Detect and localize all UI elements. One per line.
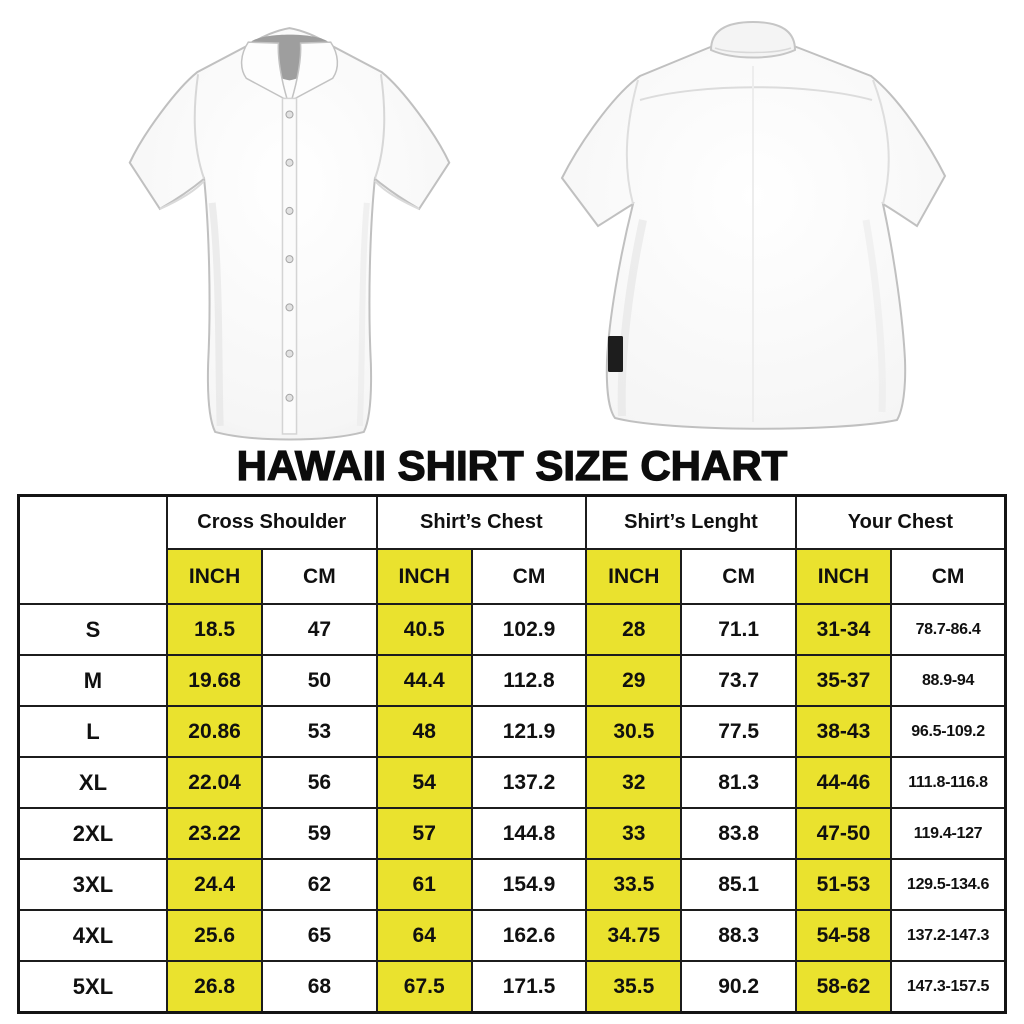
cell-your-chest-inch: 54-58 [796,910,891,961]
cell-your-chest-inch: 51-53 [796,859,891,910]
cell-shirts-length-cm: 73.7 [681,655,795,706]
group-header-row [19,496,1006,550]
cell-shirts-chest-inch: 64 [377,910,472,961]
cell-shirts-length-cm: 77.5 [681,706,795,757]
cell-shirts-length-inch: 33 [586,808,681,859]
cell-shirts-length-inch: 28 [586,604,681,655]
back-hem-tag [608,336,623,372]
cell-cross-shoulder-cm: 65 [262,910,376,961]
page-title: HAWAII SHIRT SIZE CHART [236,442,788,489]
cell-shirts-length-cm: 81.3 [681,757,795,808]
cell-your-chest-cm: 129.5-134.6 [891,859,1005,910]
cell-your-chest-cm: 78.7-86.4 [891,604,1005,655]
cell-cross-shoulder-inch: 19.68 [167,655,262,706]
unit-header-inch: INCH [586,549,681,604]
cell-your-chest-inch: 31-34 [796,604,891,655]
table-row-m [19,655,1006,706]
size-label: 4XL [19,910,167,961]
group-header-your-chest: Your Chest [796,496,1006,550]
cell-shirts-length-cm: 88.3 [681,910,795,961]
cell-cross-shoulder-cm: 50 [262,655,376,706]
cell-your-chest-cm: 96.5-109.2 [891,706,1005,757]
size-label: 5XL [19,961,167,1013]
cell-shirts-chest-inch: 61 [377,859,472,910]
unit-header-inch: INCH [167,549,262,604]
cell-your-chest-cm: 119.4-127 [891,808,1005,859]
size-label: 2XL [19,808,167,859]
cell-shirts-chest-cm: 102.9 [472,604,586,655]
cell-cross-shoulder-inch: 23.22 [167,808,262,859]
cell-shirts-length-cm: 71.1 [681,604,795,655]
shirt-back-image [548,20,952,444]
cell-your-chest-inch: 35-37 [796,655,891,706]
cell-cross-shoulder-inch: 24.4 [167,859,262,910]
unit-header-cm: CM [262,549,376,604]
unit-header-cm: CM [681,549,795,604]
cell-shirts-length-inch: 35.5 [586,961,681,1013]
cell-shirts-chest-inch: 54 [377,757,472,808]
cell-cross-shoulder-inch: 22.04 [167,757,262,808]
shirt-front-image [100,12,480,444]
cell-shirts-chest-cm: 171.5 [472,961,586,1013]
cell-cross-shoulder-cm: 59 [262,808,376,859]
cell-shirts-length-inch: 32 [586,757,681,808]
cell-shirts-chest-inch: 44.4 [377,655,472,706]
size-label: S [19,604,167,655]
size-label: M [19,655,167,706]
cell-shirts-chest-cm: 137.2 [472,757,586,808]
cell-cross-shoulder-cm: 56 [262,757,376,808]
cell-shirts-length-cm: 85.1 [681,859,795,910]
cell-shirts-chest-cm: 112.8 [472,655,586,706]
cell-shirts-chest-inch: 57 [377,808,472,859]
group-header-shirts-length: Shirt’s Lenght [586,496,796,550]
cell-your-chest-inch: 47-50 [796,808,891,859]
cell-cross-shoulder-cm: 62 [262,859,376,910]
unit-header-inch: INCH [796,549,891,604]
cell-cross-shoulder-cm: 68 [262,961,376,1013]
shirt-images [0,0,1024,442]
cell-cross-shoulder-cm: 47 [262,604,376,655]
cell-your-chest-inch: 44-46 [796,757,891,808]
table-row-4xl [19,910,1006,961]
cell-shirts-chest-cm: 121.9 [472,706,586,757]
corner-cell [19,496,167,605]
unit-header-cm: CM [891,549,1005,604]
cell-shirts-chest-inch: 67.5 [377,961,472,1013]
cell-shirts-chest-inch: 40.5 [377,604,472,655]
cell-shirts-length-inch: 33.5 [586,859,681,910]
unit-header-row [19,549,1006,604]
size-label: L [19,706,167,757]
cell-cross-shoulder-inch: 26.8 [167,961,262,1013]
cell-shirts-length-cm: 83.8 [681,808,795,859]
size-label: XL [19,757,167,808]
cell-shirts-chest-cm: 154.9 [472,859,586,910]
table-row-l [19,706,1006,757]
table-row-2xl [19,808,1006,859]
cell-your-chest-cm: 88.9-94 [891,655,1005,706]
cell-shirts-length-inch: 29 [586,655,681,706]
unit-header-inch: INCH [377,549,472,604]
cell-your-chest-cm: 111.8-116.8 [891,757,1005,808]
group-header-shirts-chest: Shirt’s Chest [377,496,587,550]
table-row-s [19,604,1006,655]
table-row-3xl [19,859,1006,910]
table-row-xl [19,757,1006,808]
cell-your-chest-inch: 38-43 [796,706,891,757]
cell-cross-shoulder-inch: 25.6 [167,910,262,961]
size-label: 3XL [19,859,167,910]
unit-header-cm: CM [472,549,586,604]
cell-shirts-length-inch: 30.5 [586,706,681,757]
cell-your-chest-inch: 58-62 [796,961,891,1013]
cell-shirts-length-inch: 34.75 [586,910,681,961]
size-chart-table [17,494,1007,1014]
cell-your-chest-cm: 137.2-147.3 [891,910,1005,961]
cell-your-chest-cm: 147.3-157.5 [891,961,1005,1013]
cell-cross-shoulder-inch: 20.86 [167,706,262,757]
cell-shirts-chest-cm: 162.6 [472,910,586,961]
cell-cross-shoulder-inch: 18.5 [167,604,262,655]
group-header-cross-shoulder: Cross Shoulder [167,496,377,550]
cell-shirts-chest-inch: 48 [377,706,472,757]
cell-shirts-length-cm: 90.2 [681,961,795,1013]
cell-shirts-chest-cm: 144.8 [472,808,586,859]
front-button-placket [282,98,296,434]
cell-cross-shoulder-cm: 53 [262,706,376,757]
table-row-5xl [19,961,1006,1013]
